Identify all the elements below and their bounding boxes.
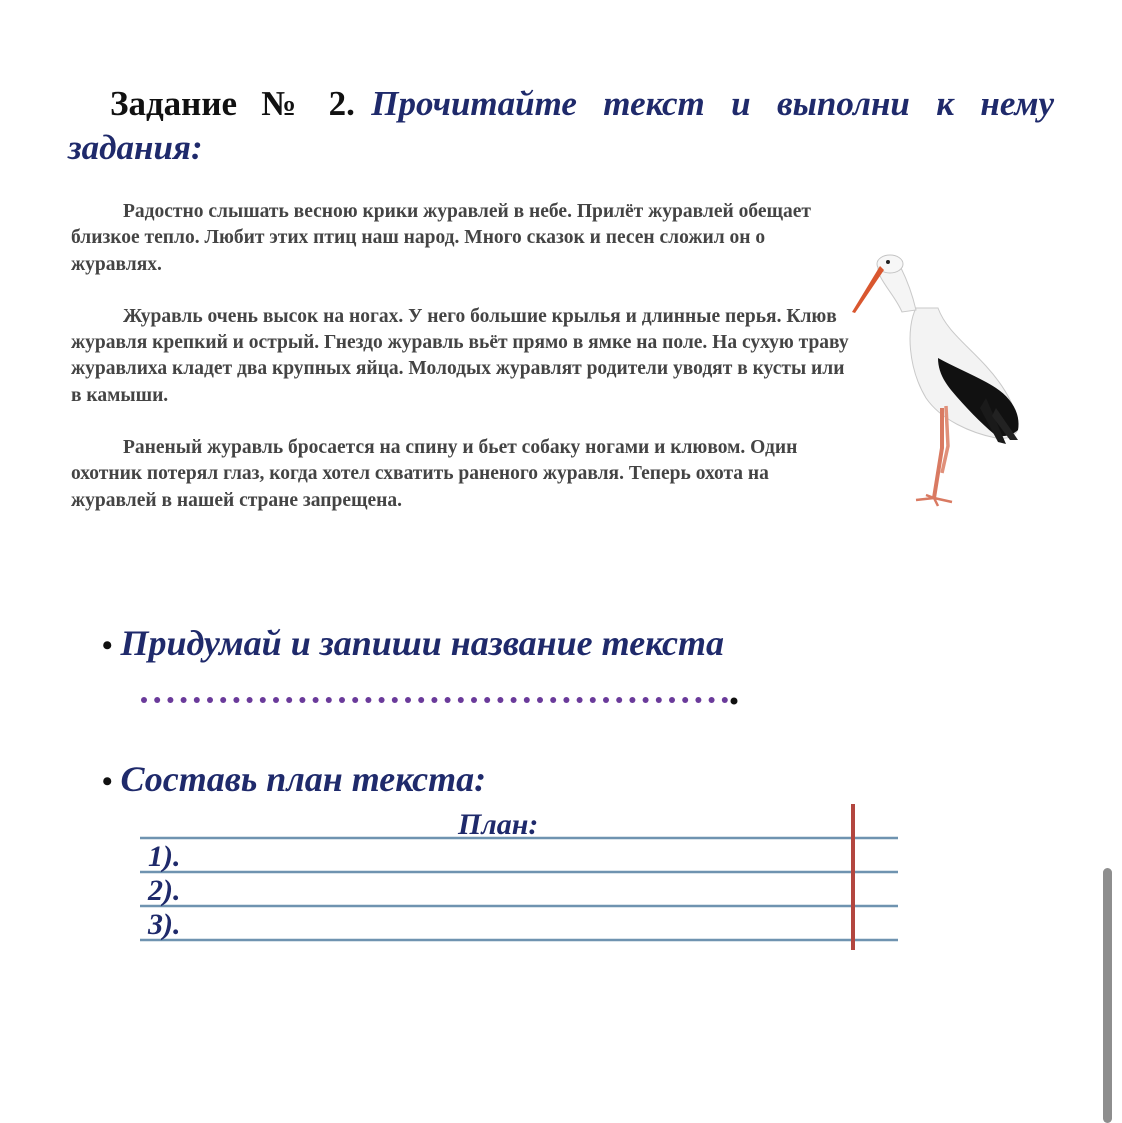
answer-dot <box>154 697 160 703</box>
task-instruction: Прочитайте текст и выполни к нему задания: <box>68 84 1055 167</box>
answer-dot <box>273 697 279 703</box>
answer-dot <box>379 697 385 703</box>
answer-dot <box>365 697 371 703</box>
answer-dot <box>220 697 226 703</box>
plan-ruled-sheet[interactable] <box>136 802 906 952</box>
task-label: Задание № 2. <box>110 84 355 123</box>
answer-dot <box>286 697 292 703</box>
answer-dot <box>695 697 701 703</box>
answer-dot <box>233 697 239 703</box>
plan-heading: План: <box>458 808 539 841</box>
answer-dot <box>656 697 662 703</box>
answer-dot <box>352 697 358 703</box>
answer-end-dot <box>731 698 738 705</box>
plan-item-2: 2). <box>148 874 181 907</box>
exercise-plan-task <box>102 758 486 800</box>
vertical-scrollbar[interactable] <box>1103 868 1112 1123</box>
answer-dot <box>550 697 556 703</box>
answer-dot <box>418 697 424 703</box>
answer-dot <box>537 697 543 703</box>
answer-dot <box>563 697 569 703</box>
reading-paragraph: Журавль очень высок на ногах. У него большие крылья и длинные перья. Клюв журавля крепкий и острый. Гнездо журавль вьёт прямо в ямке на поле. На сухую траву журавлиха кладет два крупных яйца. Молодых журавлят родители уводят в кусты или в камыши. <box>71 305 849 406</box>
bullet-dot: • <box>102 765 113 798</box>
plan-item-3: 3). <box>148 908 181 941</box>
answer-dot <box>629 697 635 703</box>
answer-dot <box>590 697 596 703</box>
answer-dot <box>141 697 147 703</box>
answer-dot <box>313 697 319 703</box>
answer-dot <box>260 697 266 703</box>
answer-dot <box>445 697 451 703</box>
answer-dot <box>299 697 305 703</box>
title-answer-line[interactable] <box>140 690 740 710</box>
reading-paragraph: Раненый журавль бросается на спину и бьет собаку ногами и клювом. Один охотник потерял глаз, когда хотел схватить раненого журавля. Теперь охота на журавлей в нашей стране запрещена. <box>71 437 798 511</box>
answer-dot <box>643 697 649 703</box>
answer-dot <box>392 697 398 703</box>
exercise-title-text: Придумай и запиши название текста <box>120 623 725 663</box>
answer-dot <box>511 697 517 703</box>
exercise-plan-text: Составь план текста: <box>120 759 487 799</box>
answer-dot <box>616 697 622 703</box>
answer-dot <box>207 697 213 703</box>
answer-dot <box>194 697 200 703</box>
reading-text <box>71 199 851 540</box>
reading-paragraph: Радостно слышать весною крики журавлей в небе. Прилёт журавлей обещает близкое тепло. Любит этих птиц наш народ. Много сказок и песен сложил он о журавлях. <box>71 201 811 275</box>
answer-dot <box>471 697 477 703</box>
bullet-dot: • <box>102 629 113 662</box>
answer-dot <box>577 697 583 703</box>
exercise-title-task <box>102 622 724 664</box>
answer-dot <box>247 697 253 703</box>
answer-dot <box>181 697 187 703</box>
answer-dot <box>669 697 675 703</box>
answer-dot <box>524 697 530 703</box>
task-heading <box>68 82 1054 170</box>
answer-dot <box>722 697 728 703</box>
answer-dot <box>458 697 464 703</box>
answer-dot <box>497 697 503 703</box>
answer-dot <box>339 697 345 703</box>
answer-dot <box>405 697 411 703</box>
plan-item-1: 1). <box>148 840 181 873</box>
answer-dot <box>603 697 609 703</box>
answer-dot <box>326 697 332 703</box>
answer-dot <box>167 697 173 703</box>
stork-illustration <box>846 248 1026 510</box>
answer-dot <box>682 697 688 703</box>
answer-dot <box>431 697 437 703</box>
answer-dot <box>709 697 715 703</box>
answer-dot <box>484 697 490 703</box>
